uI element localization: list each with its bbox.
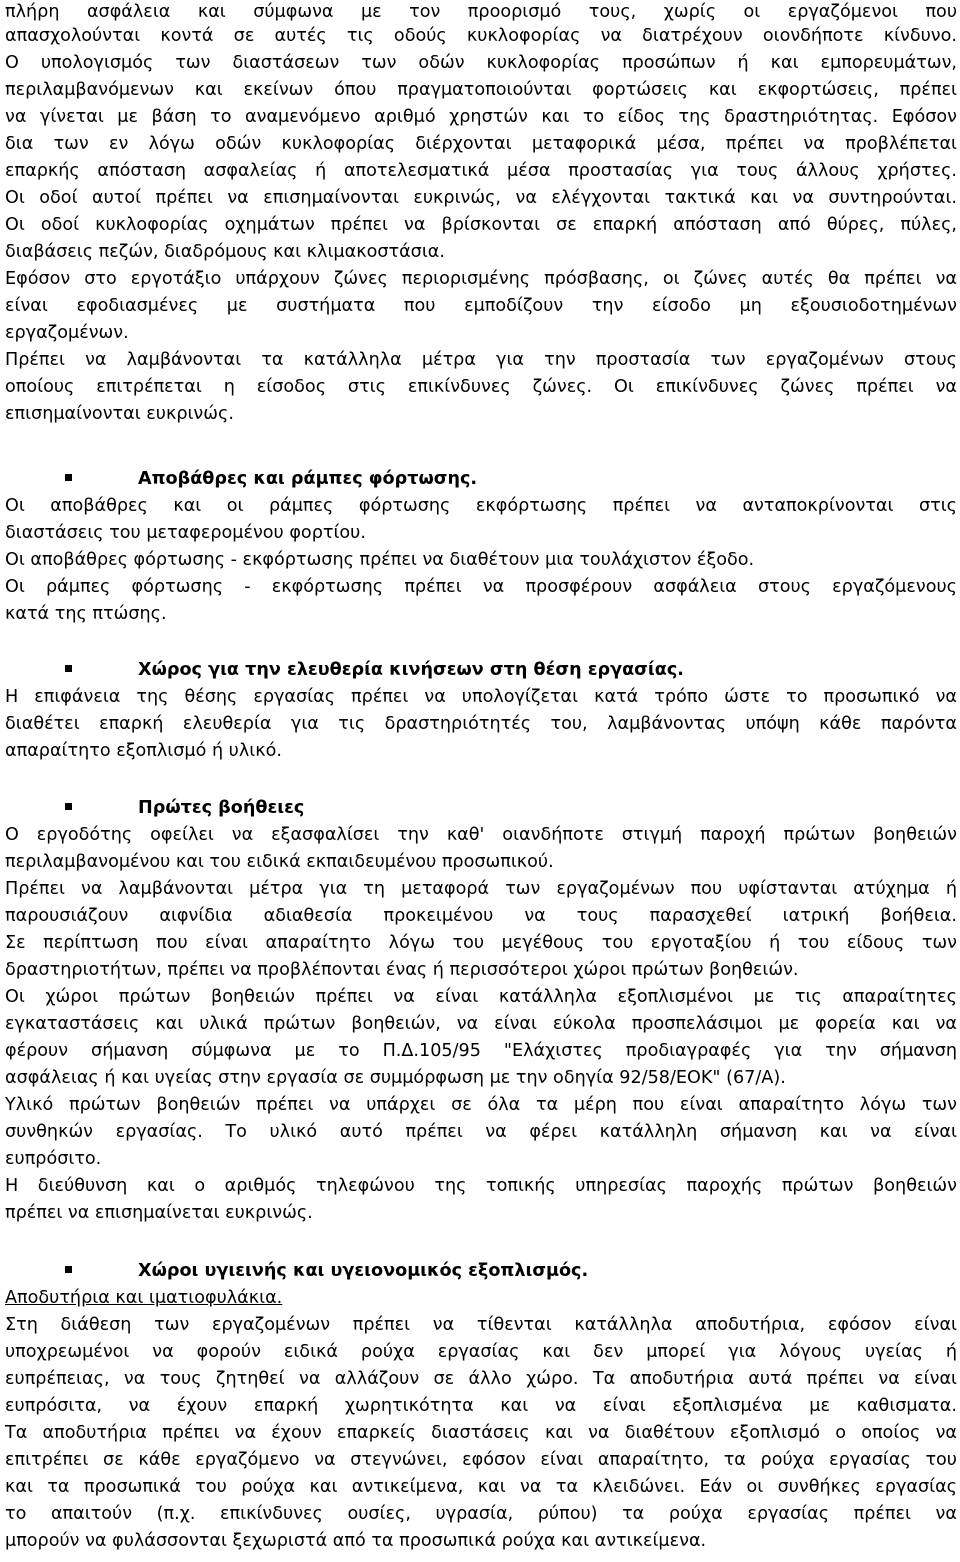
line-text: εγκαταστάσεις και υλικά πρώτων βοηθειών, να είναι εύκολα προσπελάσιμοι με φορεία και να xyxy=(5,1014,957,1034)
text-line xyxy=(5,402,957,428)
text-line xyxy=(5,685,957,711)
text-line xyxy=(5,1529,957,1555)
line-text: παρουσιάζουν αιφνίδια αδιαθεσία προκειμένου να τους παρασχεθεί ιατρική βοήθεια. xyxy=(5,906,957,926)
text-line xyxy=(5,348,957,374)
line-text: περιλαμβανομένου και του ειδικά εκπαιδευμένου προσωπικού. xyxy=(5,852,554,872)
text-line xyxy=(5,240,957,266)
square-bullet-icon xyxy=(65,1266,72,1273)
line-text: δια των εν λόγω οδών κυκλοφορίας διέρχονται μεταφορικά μέσα, πρέπει να προβλέπεται xyxy=(5,134,957,154)
line-text: πρέπει να επισημαίνεται ευκρινώς. xyxy=(5,1203,313,1223)
text-line xyxy=(5,1066,957,1092)
text-line xyxy=(5,1093,957,1119)
square-bullet-icon xyxy=(65,474,72,481)
text-line xyxy=(5,1201,957,1227)
line-text: διαβάσεις πεζών, διαδρόμους και κλιμακοστάσια. xyxy=(5,242,445,262)
text-line xyxy=(5,132,957,158)
section-heading xyxy=(65,658,945,684)
text-line xyxy=(5,931,957,957)
line-text: συνθηκών εργασίας. Το υλικό αυτό πρέπει να φέρει κατάλληλη σήμανση και να είναι xyxy=(5,1122,957,1142)
text-line xyxy=(5,494,957,520)
line-text: φέρουν σήμανση σύμφωνα με το Π.Δ.105/95 "Ελάχιστες προδιαγραφές για την σήμανση xyxy=(5,1041,957,1061)
text-line xyxy=(5,521,957,547)
line-text: μπορούν να φυλάσσονται ξεχωριστά από τα προσωπικά ρούχα και αντικείμενα. xyxy=(5,1531,707,1551)
line-text: Αποδυτήρια και ιματιοφυλάκια. xyxy=(5,1288,283,1308)
text-line xyxy=(5,294,957,320)
square-bullet-icon xyxy=(65,803,72,810)
line-text: Τα αποδυτήρια πρέπει να έχουν επαρκείς διαστάσεις και να διαθέτουν εξοπλισμό ο οποίος να xyxy=(5,1423,957,1443)
text-line xyxy=(5,375,957,401)
text-line xyxy=(5,0,957,26)
section-heading xyxy=(65,467,945,493)
text-line xyxy=(5,1475,957,1501)
line-text: Πρέπει να λαμβάνονται μέτρα για τη μεταφορά των εργαζομένων που υφίστανται ατύχημα ή xyxy=(5,879,957,899)
line-text: απαραίτητο εξοπλισμό ή υλικό. xyxy=(5,741,282,761)
subheading-line xyxy=(5,1286,957,1312)
text-line xyxy=(5,575,957,601)
line-text: Οι αποβάθρες φόρτωσης - εκφόρτωσης πρέπει να διαθέτουν μια τουλάχιστον έξοδο. xyxy=(5,550,755,570)
text-line xyxy=(5,1448,957,1474)
line-text: Στη διάθεση των εργαζομένων πρέπει να τίθενται κατάλληλα αποδυτήρια, εφόσον είναι xyxy=(5,1315,957,1335)
line-text: το απαιτούν (π.χ. επικίνδυνες ουσίες, υγρασία, ρύπου) τα ρούχα εργασίας πρέπει να xyxy=(5,1504,957,1524)
text-line xyxy=(5,1367,957,1393)
section-heading-text: Πρώτες βοήθειες xyxy=(138,798,305,818)
text-line xyxy=(5,1340,957,1366)
text-line xyxy=(5,186,957,212)
line-text: Η επιφάνεια της θέσης εργασίας πρέπει να υπολογίζεται κατά τρόπο ώστε το προσωπικό να xyxy=(5,687,957,707)
text-line xyxy=(5,1421,957,1447)
text-line xyxy=(5,1394,957,1420)
line-text: επιτρέπει σε κάθε εργαζόμενο να στεγνώνει, εφόσον είναι απαραίτητο, τα ρούχα εργασίας του xyxy=(5,1450,957,1470)
text-line xyxy=(5,1313,957,1339)
line-text: δραστηριοτήτων, πρέπει να προβλέπονται ένας ή περισσότεροι χώροι πρώτων βοηθειών. xyxy=(5,960,799,980)
text-line xyxy=(5,78,957,104)
text-line xyxy=(5,1502,957,1528)
square-bullet-icon xyxy=(65,665,72,672)
line-text: Ο υπολογισμός των διαστάσεων των οδών κυκλοφορίας προσώπων ή και εμπορευμάτων, xyxy=(5,53,957,73)
text-line xyxy=(5,548,957,574)
text-line xyxy=(5,1039,957,1065)
text-line xyxy=(5,159,957,185)
text-line xyxy=(5,1147,957,1173)
text-line xyxy=(5,1120,957,1146)
line-text: διαστάσεις του μεταφερομένου φορτίου. xyxy=(5,523,366,543)
line-text: υποχρεωμένοι να φορούν ειδικά ρούχα εργασίας και δεν μπορεί για λόγους υγείας ή xyxy=(5,1342,957,1362)
line-text: Εφόσον στο εργοτάξιο υπάρχουν ζώνες περιορισμένης πρόσβασης, οι ζώνες αυτές θα πρέπει να xyxy=(5,269,957,289)
text-line xyxy=(5,1174,957,1200)
text-line xyxy=(5,739,957,765)
text-line xyxy=(5,850,957,876)
line-text: Πρέπει να λαμβάνονται τα κατάλληλα μέτρα για την προστασία των εργαζομένων στους xyxy=(5,350,957,370)
line-text: Οι χώροι πρώτων βοηθειών πρέπει να είναι κατάλληλα εξοπλισμένοι με τις απαραίτητες xyxy=(5,987,957,1007)
line-text: επισημαίνονται ευκρινώς. xyxy=(5,404,234,424)
section-heading-text: Αποβάθρες και ράμπες φόρτωσης. xyxy=(138,469,478,489)
text-line xyxy=(5,602,957,628)
line-text: πλήρη ασφάλεια και σύμφωνα με τον προορισμό τους, χωρίς οι εργαζόμενοι που xyxy=(5,2,957,22)
line-text: είναι εφοδιασμένες με συστήματα που εμποδίζουν την είσοδο μη εξουσιοδοτημένων xyxy=(5,296,957,316)
line-text: Οι οδοί αυτοί πρέπει να επισημαίνονται ευκρινώς, να ελέγχονται τακτικά και να συντηρούνται. xyxy=(5,188,957,208)
line-text: και τα προσωπικά του ρούχα και αντικείμενα, και να τα κλειδώνει. Εάν οι συνθήκες εργασίας xyxy=(5,1477,957,1497)
line-text: Σε περίπτωση που είναι απαραίτητο λόγω του μεγέθους του εργοταξίου ή του είδους των xyxy=(5,933,957,953)
text-line xyxy=(5,213,957,239)
section-heading xyxy=(65,1259,945,1285)
text-line xyxy=(5,321,957,347)
line-text: περιλαμβανόμενων και εκείνων όπου πραγματοποιούνται φορτώσεις και εκφορτώσεις, πρέπει xyxy=(5,80,957,100)
line-text: εργαζομένων. xyxy=(5,323,129,343)
line-text: ευπρόσιτα, να έχουν επαρκή χωρητικότητα και να είναι εξοπλισμένα με καθισματα. xyxy=(5,1396,957,1416)
text-line xyxy=(5,105,957,131)
text-line xyxy=(5,712,957,738)
line-text: Οι αποβάθρες και οι ράμπες φόρτωσης εκφόρτωσης πρέπει να ανταποκρίνονται στις xyxy=(5,496,957,516)
text-line xyxy=(5,267,957,293)
section-heading-text: Χώροι υγιεινής και υγειονομικός εξοπλισμός. xyxy=(138,1261,589,1281)
line-text: ευπρέπειας, να τους ζητηθεί να αλλάζουν σε άλλο χώρο. Τα αποδυτήρια αυτά πρέπει να είναι xyxy=(5,1369,957,1389)
line-text: ασφάλειας ή και υγείας στην εργασία σε συμμόρφωση με την οδηγία 92/58/ΕΟΚ" (67/Α). xyxy=(5,1068,786,1088)
text-line xyxy=(5,24,957,50)
line-text: Υλικό πρώτων βοηθειών πρέπει να υπάρχει σε όλα τα μέρη που είναι απαραίτητο λόγω των xyxy=(5,1095,957,1115)
text-line xyxy=(5,958,957,984)
text-line xyxy=(5,877,957,903)
line-text: κατά της πτώσης. xyxy=(5,604,167,624)
line-text: Οι ράμπες φόρτωσης - εκφόρτωσης πρέπει να προσφέρουν ασφάλεια στους εργαζόμενους xyxy=(5,577,957,597)
line-text: ευπρόσιτο. xyxy=(5,1149,102,1169)
line-text: διαθέτει επαρκή ελευθερία για τις δραστηριότητές του, λαμβάνοντας υπόψη κάθε παρόντα xyxy=(5,714,957,734)
section-heading xyxy=(65,796,945,822)
text-line xyxy=(5,51,957,77)
line-text: να γίνεται με βάση το αναμενόμενο αριθμό χρηστών και το είδος της δραστηριότητας. Εφόσον xyxy=(5,107,957,127)
text-line xyxy=(5,904,957,930)
line-text: επαρκής απόσταση ασφαλείας ή αποτελεσματικά μέσα προστασίας για τους άλλους χρήστες. xyxy=(5,161,957,181)
section-heading-text: Χώρος για την ελευθερία κινήσεων στη θέση εργασίας. xyxy=(138,660,684,680)
line-text: απασχολούνται κοντά σε αυτές τις οδούς κυκλοφορίας να διατρέχουν οιονδήποτε κίνδυνο. xyxy=(5,26,957,46)
line-text: Η διεύθυνση και ο αριθμός τηλεφώνου της τοπικής υπηρεσίας παροχής πρώτων βοηθειών xyxy=(5,1176,957,1196)
line-text: Οι οδοί κυκλοφορίας οχημάτων πρέπει να βρίσκονται σε επαρκή απόσταση από θύρες, πύλες, xyxy=(5,215,957,235)
text-line xyxy=(5,985,957,1011)
text-line xyxy=(5,823,957,849)
text-line xyxy=(5,1012,957,1038)
line-text: οποίους επιτρέπεται η είσοδος στις επικίνδυνες ζώνες. Οι επικίνδυνες ζώνες πρέπει να xyxy=(5,377,957,397)
line-text: Ο εργοδότης οφείλει να εξασφαλίσει την καθ' οιανδήποτε στιγμή παροχή πρώτων βοηθειών xyxy=(5,825,957,845)
